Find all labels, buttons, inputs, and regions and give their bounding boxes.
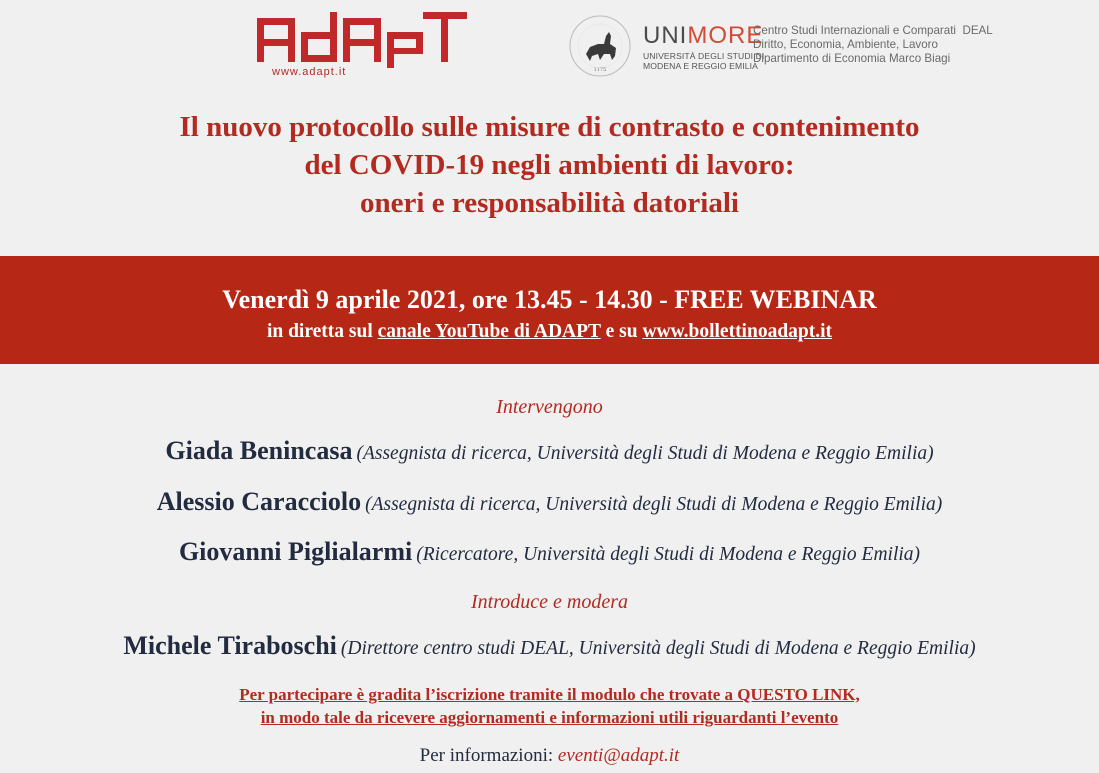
moderator-role: (Direttore centro studi DEAL, Università degli Studi di Modena e Reggio Emilia) xyxy=(340,638,976,659)
unimore-logo[interactable] xyxy=(643,24,764,71)
deal-line-1: Centro Studi Internazionali e Comparati DEAL xyxy=(753,24,993,37)
moderator-name: Michele Tiraboschi xyxy=(123,631,337,660)
speaker-name: Alessio Caracciolo xyxy=(156,487,362,516)
moderator-row xyxy=(0,631,1099,661)
svg-text:1175: 1175 xyxy=(593,67,607,73)
adapt-logo-icon xyxy=(257,12,467,68)
header xyxy=(0,0,1099,90)
registration-link-line-2[interactable]: in modo tale da ricevere aggiornamenti e informazioni utili riguardanti l’evento xyxy=(260,708,839,727)
bollettino-site-link[interactable]: www.bollettinoadapt.it xyxy=(642,321,833,342)
event-title xyxy=(0,108,1099,222)
youtube-channel-link[interactable]: canale YouTube di ADAPT xyxy=(377,321,601,342)
moderator-label: Introduce e modera xyxy=(471,591,628,613)
speaker-role: (Ricercatore, Università degli Studi di Modena e Reggio Emilia) xyxy=(416,544,921,565)
speaker-role: (Assegnista di ricerca, Università degli Studi di Modena e Reggio Emilia) xyxy=(356,443,934,464)
title-line-3: oneri e responsabilità datoriali xyxy=(360,187,739,219)
unimore-name: UNIMORE xyxy=(643,22,764,49)
adapt-url[interactable]: www.adapt.it xyxy=(272,66,347,78)
stream-info: in diretta sul canale YouTube di ADAPT e su www.bollettinoadapt.it xyxy=(266,321,833,342)
event-datetime: Venerdì 9 aprile 2021, ore 13.45 - 14.30 - FREE WEBINAR xyxy=(222,285,877,314)
contact-label: Per informazioni: xyxy=(419,745,558,766)
unimore-subtitle: UNIVERSITÀ DEGLI STUDI DI MODENA E REGGIO EMILIA xyxy=(643,51,765,71)
date-banner xyxy=(0,256,1099,364)
unimore-seal-icon xyxy=(568,14,632,78)
deal-center-info xyxy=(753,24,993,66)
speaker-row xyxy=(0,436,1099,466)
contact-info xyxy=(0,745,1099,767)
deal-line-2: Diritto, Economia, Ambiente, Lavoro xyxy=(753,38,938,51)
title-line-2: del COVID-19 negli ambienti di lavoro: xyxy=(304,149,795,181)
speaker-role: (Assegnista di ricerca, Università degli Studi di Modena e Reggio Emilia) xyxy=(365,494,943,515)
deal-line-3: Dipartimento di Economia Marco Biagi xyxy=(753,52,951,65)
speaker-row xyxy=(0,487,1099,517)
title-line-1: Il nuovo protocollo sulle misure di contrasto e contenimento xyxy=(179,111,920,143)
speakers-label: Intervengono xyxy=(496,396,603,418)
registration-note xyxy=(0,683,1099,729)
speaker-row xyxy=(0,537,1099,567)
speaker-name: Giada Benincasa xyxy=(165,436,353,465)
registration-link-line-1[interactable]: Per partecipare è gradita l’iscrizione tramite il modulo che trovate a QUESTO LINK, xyxy=(239,685,860,704)
contact-email-link[interactable]: eventi@adapt.it xyxy=(557,745,680,766)
speaker-name: Giovanni Piglialarmi xyxy=(178,537,413,566)
